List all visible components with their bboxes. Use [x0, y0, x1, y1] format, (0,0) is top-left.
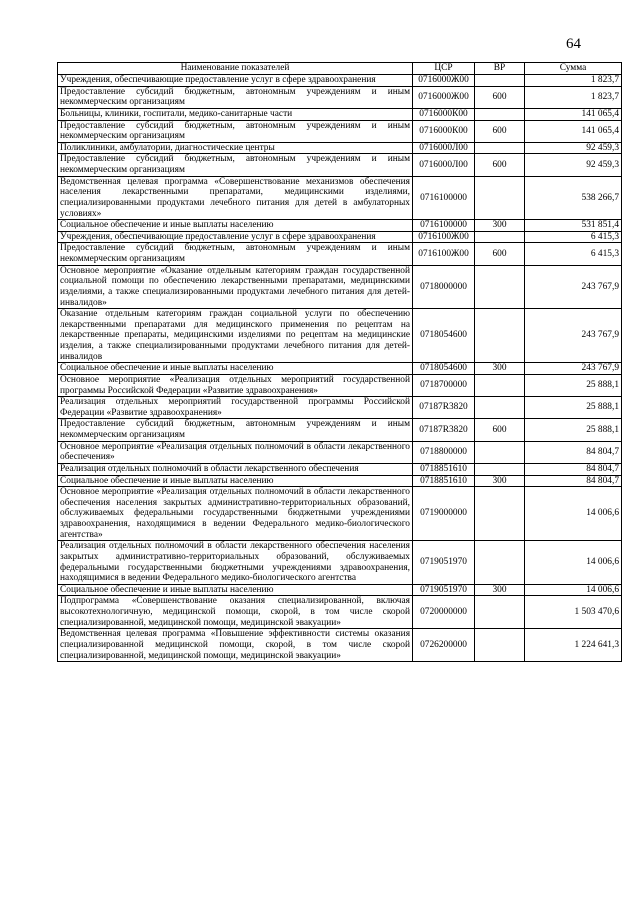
cell-name: Реализация отдельных мероприятий государственной программы Российской Федерации «Развитие здравоохранения» — [58, 397, 413, 419]
cell-sum: 14 006,6 — [525, 487, 622, 541]
cell-sum: 6 415,3 — [525, 231, 622, 243]
cell-vr: 600 — [475, 86, 525, 108]
cell-vr: 300 — [475, 363, 525, 375]
cell-csr: 0716100000 — [413, 220, 475, 232]
table-row — [58, 231, 622, 243]
cell-csr: 0716100Ж00 — [413, 243, 475, 265]
cell-csr: 07187R3820 — [413, 397, 475, 419]
cell-sum: 1 823,7 — [525, 75, 622, 87]
cell-name: Предоставление субсидий бюджетным, автономным учреждениям и иным некоммерческим организациям — [58, 154, 413, 176]
cell-vr — [475, 441, 525, 463]
cell-vr — [475, 231, 525, 243]
cell-name: Социальное обеспечение и иные выплаты населению — [58, 475, 413, 487]
table-row — [58, 374, 622, 396]
header-vr: ВР — [475, 63, 525, 75]
cell-vr: 300 — [475, 220, 525, 232]
cell-vr — [475, 397, 525, 419]
cell-sum: 141 065,4 — [525, 108, 622, 120]
cell-vr: 600 — [475, 154, 525, 176]
cell-name: Поликлиники, амбулатории, диагностические центры — [58, 142, 413, 154]
cell-vr — [475, 596, 525, 629]
table-row — [58, 629, 622, 662]
cell-csr: 0718800000 — [413, 441, 475, 463]
cell-vr — [475, 463, 525, 475]
cell-name: Реализация отдельных полномочий в области лекарственного обеспечения — [58, 463, 413, 475]
table-body — [58, 75, 622, 662]
header-sum: Сумма — [525, 63, 622, 75]
cell-sum: 243 767,9 — [525, 363, 622, 375]
cell-csr: 0718054600 — [413, 363, 475, 375]
table-row — [58, 309, 622, 363]
cell-sum: 6 415,3 — [525, 243, 622, 265]
cell-sum: 243 767,9 — [525, 265, 622, 309]
cell-name: Ведомственная целевая программа «Совершенствование механизмов обеспечения населения лекарственными препаратами, медицинскими изделиями, специализированными продуктами лечебного питания для детей в амбулаторных условиях» — [58, 176, 413, 220]
table-row — [58, 487, 622, 541]
cell-csr: 0716000Ж00 — [413, 75, 475, 87]
cell-csr: 0726200000 — [413, 629, 475, 662]
cell-sum: 14 006,6 — [525, 541, 622, 585]
cell-csr: 0716000Л00 — [413, 142, 475, 154]
cell-name: Основное мероприятие «Реализация отдельных полномочий в области лекарственного обеспечения» — [58, 441, 413, 463]
table-row — [58, 142, 622, 154]
cell-sum: 531 851,4 — [525, 220, 622, 232]
cell-csr: 0718851610 — [413, 475, 475, 487]
table-row — [58, 419, 622, 441]
cell-csr: 0716000Ж00 — [413, 86, 475, 108]
cell-name: Предоставление субсидий бюджетным, автономным учреждениям и иным некоммерческим организациям — [58, 86, 413, 108]
cell-csr: 0716000Л00 — [413, 154, 475, 176]
cell-vr: 600 — [475, 243, 525, 265]
table-row — [58, 154, 622, 176]
cell-csr: 0720000000 — [413, 596, 475, 629]
table-row — [58, 463, 622, 475]
budget-table — [57, 62, 622, 662]
cell-sum: 538 266,7 — [525, 176, 622, 220]
cell-csr: 0718000000 — [413, 265, 475, 309]
table-header-row — [58, 63, 622, 75]
cell-name: Основное мероприятие «Реализация отдельных мероприятий государственной программы Российской Федерации «Развитие здравоохранения» — [58, 374, 413, 396]
cell-name: Социальное обеспечение и иные выплаты населению — [58, 220, 413, 232]
cell-sum: 1 823,7 — [525, 86, 622, 108]
table-row — [58, 363, 622, 375]
cell-csr: 0718851610 — [413, 463, 475, 475]
cell-name: Основное мероприятие «Реализация отдельных полномочий в области лекарственного обеспечения населения закрытых административно-территориальных образований, обслуживаемых федеральными государственными бюджетными учреждениями здравоохранения, находящимися в ведении Федерального медико-биологического агентства» — [58, 487, 413, 541]
cell-vr — [475, 265, 525, 309]
table-row — [58, 397, 622, 419]
table-row — [58, 265, 622, 309]
cell-vr — [475, 374, 525, 396]
cell-name: Предоставление субсидий бюджетным, автономным учреждениям и иным некоммерческим организациям — [58, 120, 413, 142]
cell-csr: 07187R3820 — [413, 419, 475, 441]
cell-csr: 0716100000 — [413, 176, 475, 220]
cell-sum: 25 888,1 — [525, 374, 622, 396]
table-row — [58, 441, 622, 463]
cell-csr: 0719000000 — [413, 487, 475, 541]
cell-name: Учреждения, обеспечивающие предоставление услуг в сфере здравоохранения — [58, 231, 413, 243]
cell-csr: 0719051970 — [413, 541, 475, 585]
cell-sum: 141 065,4 — [525, 120, 622, 142]
cell-name: Учреждения, обеспечивающие предоставление услуг в сфере здравоохранения — [58, 75, 413, 87]
table-row — [58, 541, 622, 585]
table-row — [58, 176, 622, 220]
table-row — [58, 108, 622, 120]
cell-name: Ведомственная целевая программа «Повышение эффективности системы оказания специализированной медицинской помощи, скорой, в том числе скорой специализированной, медицинской помощи, медицинской эвакуации» — [58, 629, 413, 662]
header-name: Наименование показателей — [58, 63, 413, 75]
cell-sum: 84 804,7 — [525, 475, 622, 487]
cell-name: Оказание отдельным категориям граждан социальной услуги по обеспечению лекарственными препаратами для медицинского применения по рецептам на лекарственные препараты, медицинскими изделиями по рецептам на медицинские изделия, а также специализированными продуктами лечебного питания для детей-инвалидов — [58, 309, 413, 363]
table-row — [58, 475, 622, 487]
cell-sum: 1 224 641,3 — [525, 629, 622, 662]
cell-vr: 300 — [475, 584, 525, 596]
cell-name: Реализация отдельных полномочий в области лекарственного обеспечения населения закрытых административно-территориальных образований, обслуживаемых федеральными государственными бюджетными учреждениями здравоохранения, находящимися в ведении Федерального медико-биологического агентства — [58, 541, 413, 585]
cell-csr: 0718700000 — [413, 374, 475, 396]
cell-vr — [475, 142, 525, 154]
cell-name: Основное мероприятие «Оказание отдельным категориям граждан государственной социальной помощи по обеспечению лекарственными препаратами, медицинскими изделиями, а также специализированными продуктами лечебного питания для детей-инвалидов» — [58, 265, 413, 309]
table-row — [58, 596, 622, 629]
cell-vr — [475, 176, 525, 220]
cell-name: Предоставление субсидий бюджетным, автономным учреждениям и иным некоммерческим организациям — [58, 419, 413, 441]
cell-name: Социальное обеспечение и иные выплаты населению — [58, 584, 413, 596]
cell-sum: 14 006,6 — [525, 584, 622, 596]
cell-vr: 600 — [475, 120, 525, 142]
cell-csr: 0719051970 — [413, 584, 475, 596]
table-row — [58, 86, 622, 108]
cell-vr — [475, 108, 525, 120]
cell-vr — [475, 487, 525, 541]
cell-csr: 0718054600 — [413, 309, 475, 363]
cell-sum: 92 459,3 — [525, 154, 622, 176]
cell-sum: 84 804,7 — [525, 441, 622, 463]
cell-name: Социальное обеспечение и иные выплаты населению — [58, 363, 413, 375]
cell-csr: 0716100Ж00 — [413, 231, 475, 243]
cell-sum: 243 767,9 — [525, 309, 622, 363]
cell-sum: 84 804,7 — [525, 463, 622, 475]
cell-vr: 300 — [475, 475, 525, 487]
table-row — [58, 243, 622, 265]
header-csr: ЦСР — [413, 63, 475, 75]
cell-sum: 25 888,1 — [525, 419, 622, 441]
cell-vr: 600 — [475, 419, 525, 441]
cell-csr: 0716000К00 — [413, 108, 475, 120]
cell-sum: 25 888,1 — [525, 397, 622, 419]
cell-vr — [475, 541, 525, 585]
table-row — [58, 120, 622, 142]
cell-vr — [475, 75, 525, 87]
cell-vr — [475, 309, 525, 363]
page-number: 64 — [566, 36, 581, 52]
table-row — [58, 584, 622, 596]
cell-csr: 0716000К00 — [413, 120, 475, 142]
cell-name: Подпрограмма «Совершенствование оказания специализированной, включая высокотехнологичную, медицинской помощи, скорой, в том числе скорой специализированной, медицинской помощи, медицинской эвакуации» — [58, 596, 413, 629]
table-row — [58, 220, 622, 232]
cell-name: Больницы, клиники, госпитали, медико-санитарные части — [58, 108, 413, 120]
cell-vr — [475, 629, 525, 662]
cell-name: Предоставление субсидий бюджетным, автономным учреждениям и иным некоммерческим организациям — [58, 243, 413, 265]
table-row — [58, 75, 622, 87]
cell-sum: 1 503 470,6 — [525, 596, 622, 629]
cell-sum: 92 459,3 — [525, 142, 622, 154]
